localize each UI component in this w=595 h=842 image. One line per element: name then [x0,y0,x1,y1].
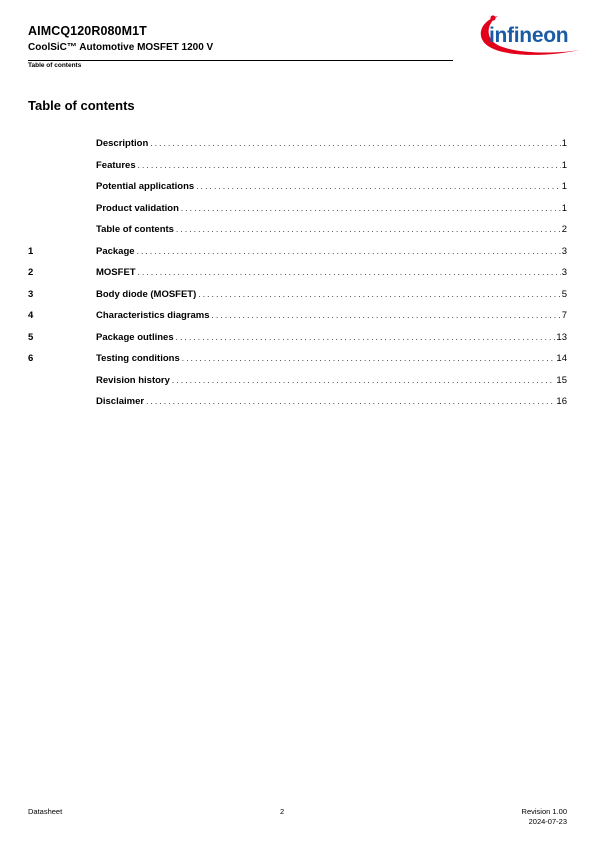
toc-entry-page[interactable]: 1 [561,181,567,192]
toc-entry[interactable] [28,289,567,311]
toc-dot-leader [138,160,561,171]
toc-entry[interactable] [28,203,567,225]
toc-entry-label[interactable]: Table of contents [96,224,174,235]
toc-entry-page[interactable]: 3 [561,267,567,278]
toc-dot-leader [198,289,560,300]
toc-entry-label[interactable]: Package outlines [96,331,174,343]
toc-dot-leader [181,203,561,214]
header-section-label: Table of contents [28,62,82,69]
footer-revision: Revision 1.00 [521,807,567,816]
document-subtitle: CoolSiC™ Automotive MOSFET 1200 V [28,42,214,53]
toc-dot-leader [176,224,561,235]
toc-entry-label[interactable]: Product validation [96,202,179,214]
toc-heading: Table of contents [28,98,135,113]
toc-dot-leader [150,138,560,149]
toc-entry[interactable] [28,181,567,203]
toc-entry-page[interactable]: 5 [561,288,567,300]
footer-date: 2024-07-23 [528,817,567,826]
toc-entry-page[interactable]: 13 [556,331,567,343]
toc-entry-label[interactable]: Testing conditions [96,353,180,364]
toc-entry-page[interactable]: 3 [561,245,567,257]
infineon-logo [476,10,588,62]
toc-dot-leader [182,353,556,364]
toc-entry[interactable] [28,138,567,160]
header-divider [28,60,453,61]
footer-page-number: 2 [280,807,285,816]
toc-entry[interactable] [28,332,567,354]
toc-entry-page[interactable]: 1 [561,159,567,171]
logo-wordmark: infineon [489,24,569,47]
toc-entry-page[interactable]: 16 [556,396,567,407]
toc-entry-label[interactable]: Package [96,245,135,257]
toc-entry-label[interactable]: Features [96,159,136,171]
toc-dot-leader [138,267,561,278]
toc-entry[interactable] [28,396,567,418]
toc-entry-page[interactable]: 1 [561,202,567,214]
toc-entry-label[interactable]: Revision history [96,374,170,386]
toc-entry-page[interactable]: 1 [561,138,567,149]
toc-dot-leader [146,396,555,407]
footer-revision-block [522,807,567,827]
toc-entry-label[interactable]: MOSFET [96,267,136,278]
toc-entry-number: 4 [28,310,34,321]
toc-dot-leader [137,246,561,257]
toc-entry-label[interactable]: Body diode (MOSFET) [96,288,197,300]
toc-entry-number: 6 [28,353,34,364]
toc-entry-label[interactable]: Disclaimer [96,396,145,407]
toc-dot-leader [212,310,561,321]
toc-dot-leader [196,181,561,192]
toc-entry-number: 1 [28,245,34,257]
toc-dot-leader [176,332,556,343]
toc-entry-page[interactable]: 14 [556,353,567,364]
toc-list [28,138,567,418]
toc-entry-page[interactable]: 2 [561,224,567,235]
toc-entry[interactable] [28,246,567,268]
toc-entry-number: 5 [28,331,34,343]
toc-entry[interactable] [28,224,567,246]
toc-entry[interactable] [28,310,567,332]
toc-entry-label[interactable]: Description [96,138,149,149]
toc-entry-number: 3 [28,288,34,300]
toc-entry-page[interactable]: 15 [556,374,567,386]
toc-entry[interactable] [28,267,567,289]
toc-dot-leader [172,375,556,386]
toc-entry[interactable] [28,160,567,182]
toc-entry-page[interactable]: 7 [561,310,567,321]
document-title: AIMCQ120R080M1T [28,24,147,38]
footer-doc-type: Datasheet [28,807,63,816]
toc-entry-number: 2 [28,267,34,278]
logo-dot [490,15,495,20]
toc-entry[interactable] [28,375,567,397]
toc-entry-label[interactable]: Characteristics diagrams [96,310,210,321]
toc-entry-label[interactable]: Potential applications [96,181,195,192]
toc-entry[interactable] [28,353,567,375]
